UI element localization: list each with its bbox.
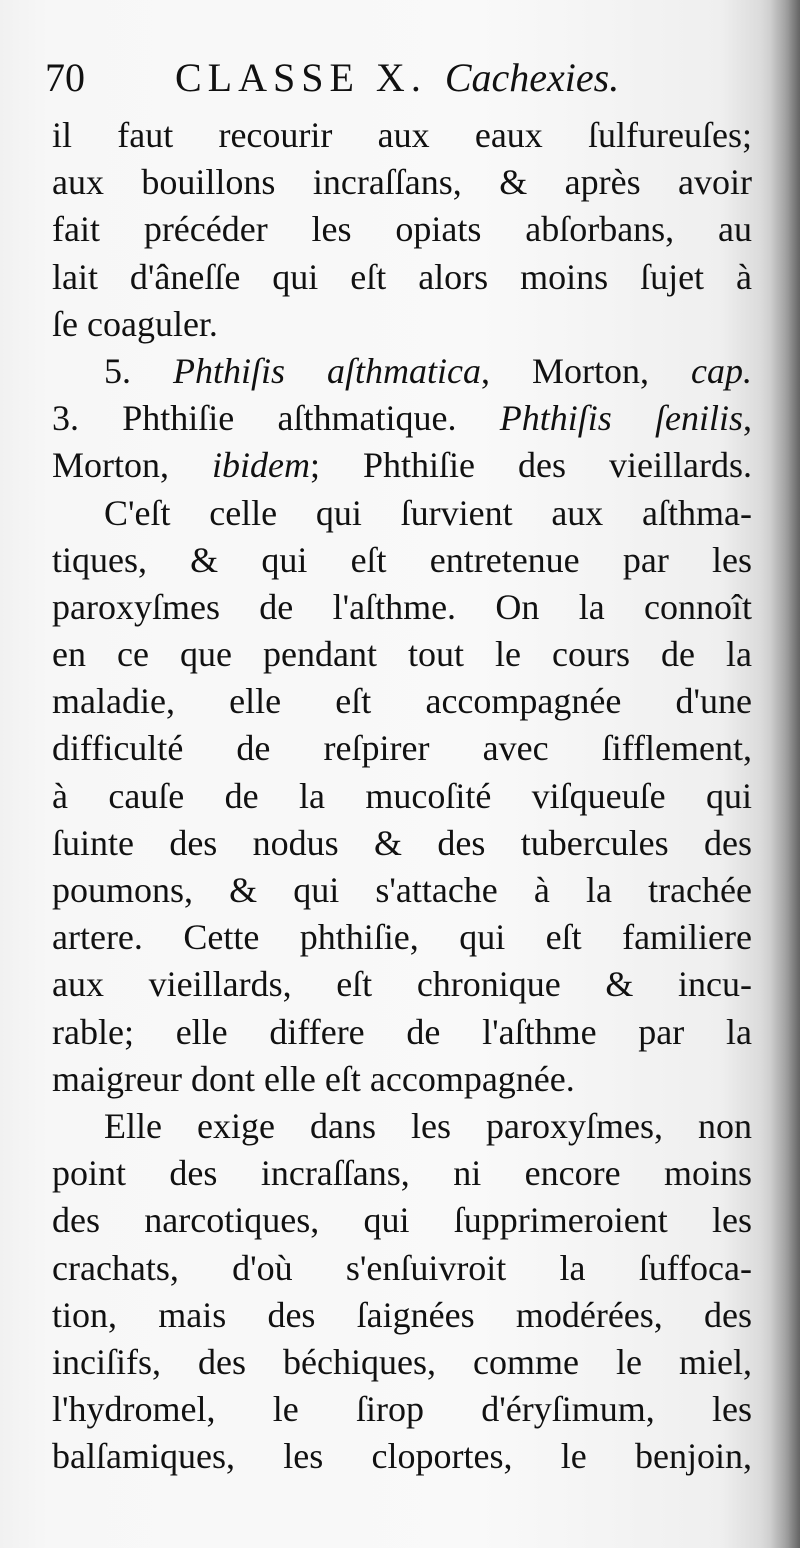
text-run: 3. Phthiſie aſthmatique. (52, 398, 500, 439)
text-line: crachats, d'où s'enſuivroit la ſuffoca- (52, 1247, 752, 1288)
page-edge-shadow (770, 0, 800, 1548)
text-line (52, 395, 752, 442)
text-line: maigreur dont elle eſt accompagnée. (52, 1058, 575, 1099)
text-line: l'hydromel, le ſirop d'éryſimum, les (52, 1389, 752, 1430)
text-line: lait d'âneſſe qui eſt alors moins ſujet à (52, 256, 752, 297)
running-head-subject: Cachexies. (444, 55, 620, 100)
page-number: 70 (45, 55, 85, 100)
text-line: tiques, & qui eſt entretenue par les (52, 539, 752, 580)
text-line: en ce que pendant tout le cours de la (52, 634, 752, 675)
text-run-italic: Phthiſis aſthmatica (173, 350, 482, 391)
text-block (52, 112, 752, 1480)
text-line: balſamiques, les cloportes, le benjoin, (52, 1436, 752, 1477)
text-line: inciſifs, des béchiques, comme le miel, (52, 1341, 752, 1382)
text-line: point des incraſſans, ni encore moins (52, 1153, 752, 1194)
text-line (52, 348, 752, 395)
text-line: ſuinte des nodus & des tubercules des (52, 822, 752, 863)
text-run: 5. (104, 350, 174, 391)
text-line: C'eſt celle qui ſurvient aux aſthma- (104, 492, 752, 533)
text-run: , Morton, (481, 350, 692, 391)
text-line: ſe coaguler. (52, 303, 218, 344)
text-line: à cauſe de la mucoſité viſqueuſe qui (52, 775, 752, 816)
text-line: fait précéder les opiats abſorbans, au (52, 209, 752, 250)
text-run: Morton, (52, 445, 213, 486)
text-line: paroxyſmes de l'aſthme. On la connoît (52, 586, 752, 627)
text-line (52, 442, 752, 489)
text-line: des narcotiques, qui ſupprimeroient les (52, 1200, 752, 1241)
text-line: aux bouillons incraſſans, & après avoir (52, 162, 752, 203)
running-head (45, 48, 745, 108)
text-run: ; Phthiſie des vieillards. (310, 445, 752, 486)
text-run-italic: cap. (691, 350, 752, 391)
text-line: Elle exige dans les paroxyſmes, non (104, 1105, 752, 1146)
text-line: il faut recourir aux eaux ſulfureuſes; (52, 115, 752, 155)
text-run-italic: Phthiſis ſenilis (499, 398, 743, 439)
text-line: maladie, elle eſt accompagnée d'une (52, 681, 752, 722)
text-line: aux vieillards, eſt chronique & incu- (52, 964, 752, 1005)
text-run: , (743, 398, 752, 439)
text-line: difficulté de reſpirer avec ſifflement, (52, 728, 752, 769)
text-line: tion, mais des ſaignées modérées, des (52, 1294, 752, 1335)
running-head-class: CLASSE X. (175, 55, 427, 100)
text-line: artere. Cette phthiſie, qui eſt familiere (52, 917, 752, 958)
text-line: poumons, & qui s'attache à la trachée (52, 870, 752, 910)
text-run-italic: ibidem (212, 445, 310, 486)
text-line: rable; elle differe de l'aſthme par la (52, 1011, 752, 1052)
